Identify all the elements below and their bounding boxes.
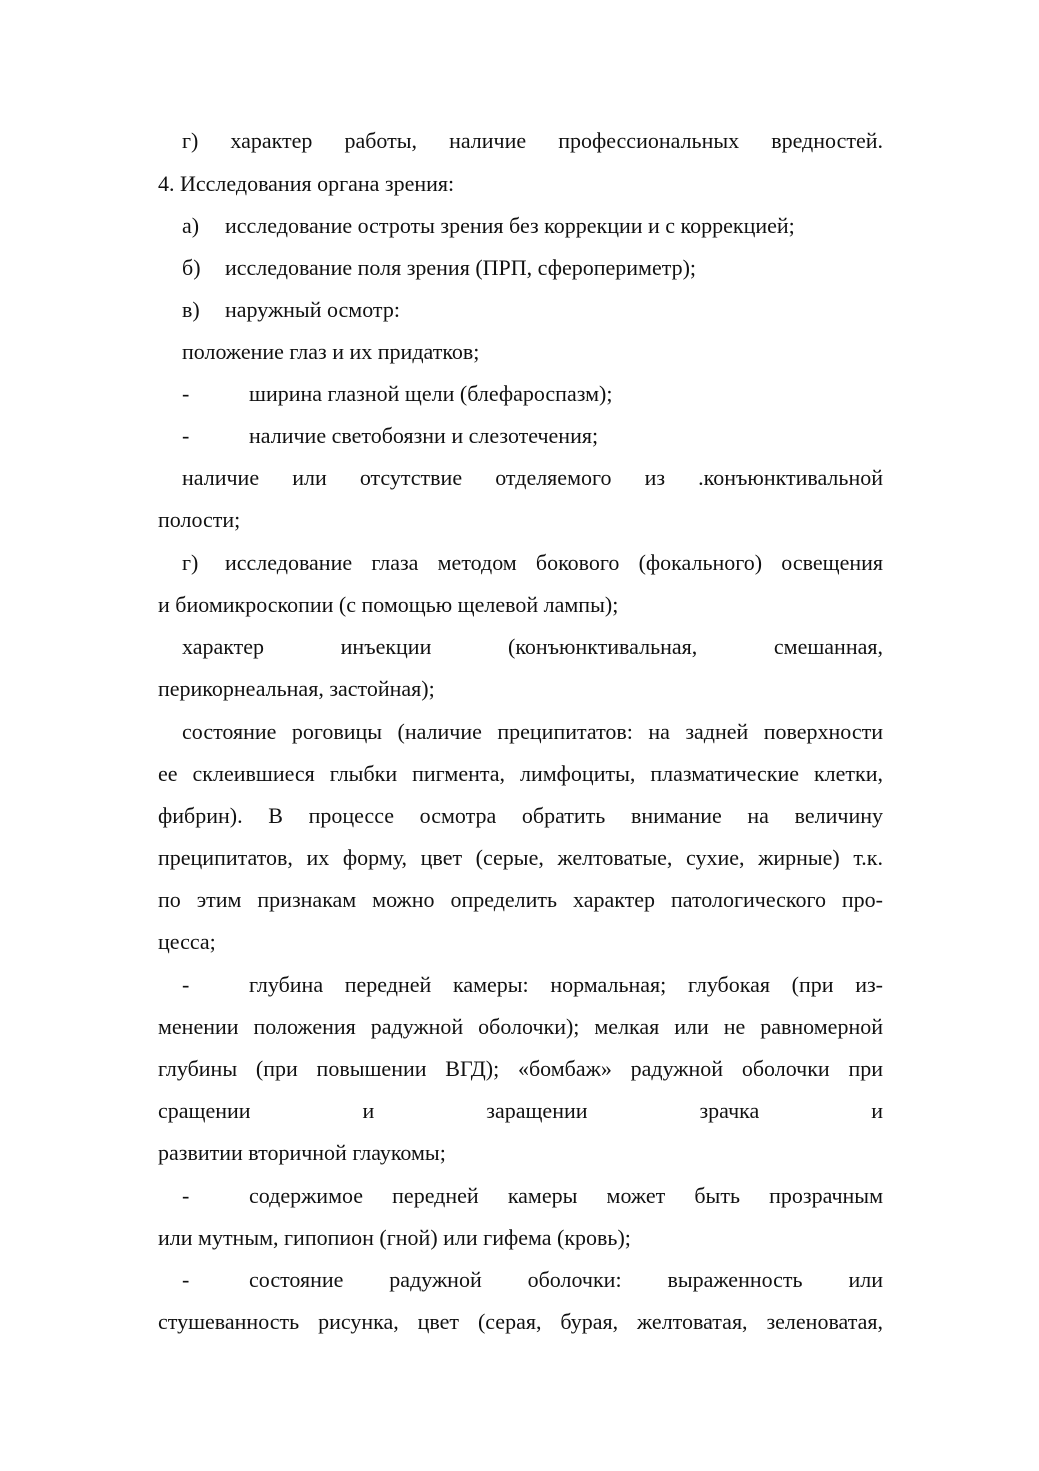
list-item-g-text: исследование глаза методом бокового (фокального) освещения [225, 550, 883, 575]
dash-item-2-text: наличие светобоязни и слезотечения; [249, 423, 599, 448]
list-item-b [182, 247, 883, 289]
text-line-cornea-3: фибрин). В процессе осмотра обратить внимание на величину [158, 803, 883, 828]
section-heading-4: 4. Исследования органа зрения: [158, 171, 455, 196]
text-line-discharge: наличие или отсутствие отделяемого из .конъюнктивальной [182, 465, 883, 490]
text-line-cornea-1: состояние роговицы (наличие преципитатов: на задней поверхности [182, 719, 883, 744]
dash-item-4 [182, 1175, 883, 1217]
text-line-chamber-2: менении положения радужной оболочки); мелкая или не равномерной [158, 1014, 883, 1039]
dash-marker: - [182, 1183, 190, 1208]
text-line-chamber-5: развитии вторичной глаукомы; [158, 1140, 446, 1165]
text-line-chamber-3: глубины (при повышении ВГД); «бомбаж» радужной оболочки при [158, 1056, 883, 1081]
dash-item-3-text: глубина передней камеры: нормальная; глубокая (при из- [249, 972, 883, 997]
text-line-cornea-6: цесса; [158, 929, 216, 954]
dash-marker: - [182, 1267, 190, 1292]
text-line-injection: характер инъекции (конъюнктивальная, смешанная, [182, 634, 883, 659]
list-item-a-text: исследование остроты зрения без коррекции и с коррекцией; [225, 213, 795, 238]
dash-marker: - [182, 972, 190, 997]
list-marker-v: в) [182, 297, 200, 322]
dash-item-3 [182, 964, 883, 1006]
text-line-pericorneal: перикорнеальная, застойная); [158, 676, 435, 701]
list-item-a [182, 205, 883, 247]
dash-item-5-text: состояние радужной оболочки: выраженность или [249, 1267, 883, 1292]
dash-marker: - [182, 423, 190, 448]
text-line-1: г) характер работы, наличие профессиональных вредностей. [182, 128, 883, 153]
list-marker-g: г) [182, 550, 199, 575]
text-line-cornea-5: по этим признакам можно определить характер патологического про- [158, 887, 883, 912]
dash-item-1 [182, 373, 883, 415]
list-item-v [182, 289, 883, 331]
text-line-iris-2: стушеванность рисунка, цвет (серая, бурая, желтоватая, зеленоватая, [158, 1309, 883, 1334]
dash-item-5 [182, 1259, 883, 1301]
text-line-contents-2: или мутным, гипопион (гной) или гифема (кровь); [158, 1225, 631, 1250]
list-item-v-text: наружный осмотр: [225, 297, 400, 322]
dash-marker: - [182, 381, 190, 406]
dash-item-4-text: содержимое передней камеры может быть прозрачным [249, 1183, 883, 1208]
dash-item-1-text: ширина глазной щели (блефароспазм); [249, 381, 613, 406]
text-line-cornea-4: преципитатов, их форму, цвет (серые, желтоватые, сухие, жирные) т.к. [158, 845, 883, 870]
list-marker-b: б) [182, 255, 201, 280]
text-line-chamber-4: сращении и заращении зрачка и [158, 1098, 883, 1123]
text-line-biomicroscopy: и биомикроскопии (с помощью щелевой лампы); [158, 592, 619, 617]
text-line-position: положение глаз и их придатков; [182, 339, 480, 364]
text-line-cornea-2: ее склеившиеся глыбки пигмента, лимфоциты, плазматические клетки, [158, 761, 883, 786]
list-item-g [182, 542, 883, 584]
list-item-b-text: исследование поля зрения (ПРП, сферопериметр); [225, 255, 697, 280]
list-marker-a: а) [182, 213, 200, 238]
text-line-cavity: полости; [158, 507, 241, 532]
dash-item-2 [182, 415, 883, 457]
